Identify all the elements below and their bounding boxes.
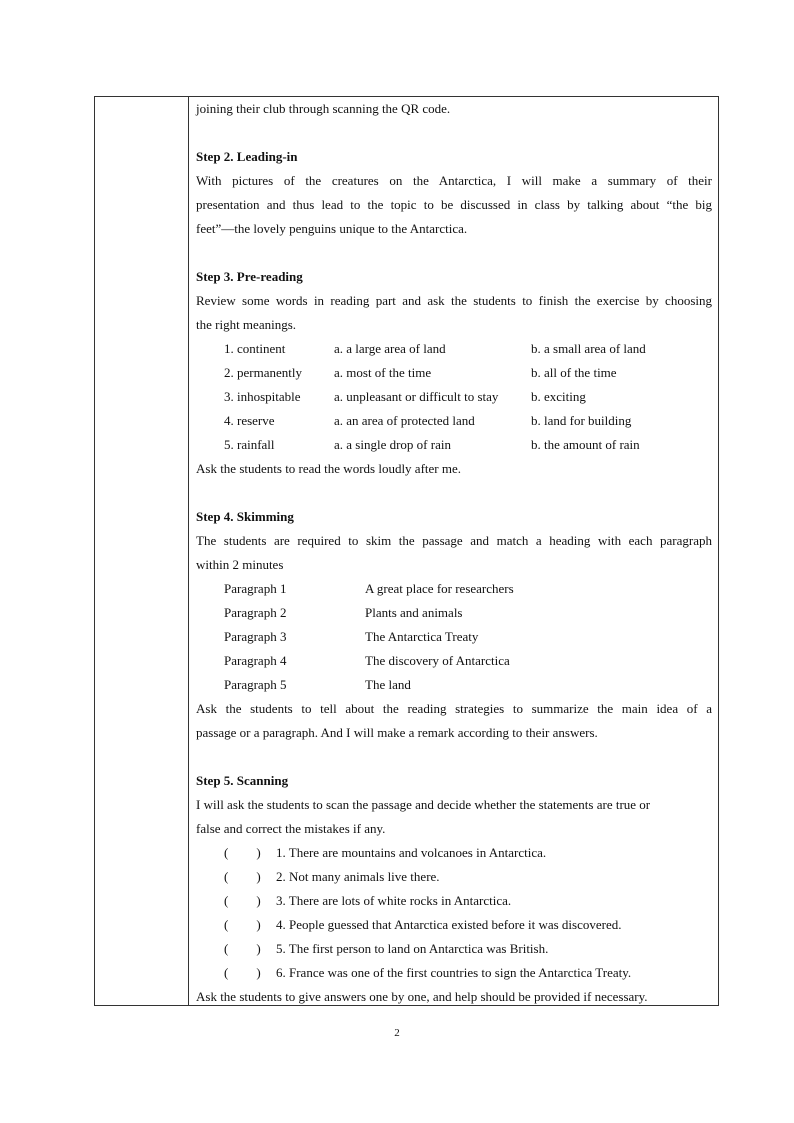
statement-text: 1. There are mountains and volcanoes in Antarctica. — [276, 845, 547, 860]
close-paren: ) — [256, 869, 261, 884]
statement-text: 4. People guessed that Antarctica existed before it was discovered. — [276, 917, 622, 932]
true-false-item — [196, 937, 712, 961]
left-column-cell — [95, 97, 189, 1005]
true-false-item — [196, 841, 712, 865]
vocab-word: 4. reserve — [224, 413, 275, 428]
paragraph-match-row — [196, 601, 712, 625]
close-paren: ) — [256, 845, 261, 860]
paragraph-label: Paragraph 2 — [224, 605, 287, 620]
vocab-word: 5. rainfall — [224, 437, 275, 452]
step4-after: Ask the students to tell about the reading strategies to summarize the main idea of a — [196, 701, 712, 716]
vocab-option-a: a. most of the time — [334, 365, 432, 380]
vocab-row — [196, 433, 712, 457]
page-number: 2 — [394, 1027, 400, 1039]
vocab-option-a: a. a single drop of rain — [334, 437, 451, 452]
true-false-item — [196, 889, 712, 913]
vocab-option-b: b. a small area of land — [531, 341, 646, 356]
open-paren: ( — [224, 893, 229, 908]
lesson-plan-table — [94, 96, 719, 1006]
vocab-option-b: b. land for building — [531, 413, 632, 428]
step5-line: false and correct the mistakes if any. — [196, 821, 386, 836]
step2-line: feet”—the lovely penguins unique to the Antarctica. — [196, 221, 468, 236]
vocab-row — [196, 409, 712, 433]
paragraph-heading: A great place for researchers — [365, 581, 514, 596]
paragraph-match-row — [196, 625, 712, 649]
true-false-item — [196, 865, 712, 889]
vocab-option-b: b. exciting — [531, 389, 586, 404]
step4-heading: Step 4. Skimming — [196, 509, 294, 524]
true-false-item — [196, 913, 712, 937]
statement-text: 2. Not many animals live there. — [276, 869, 440, 884]
paragraph-heading: Plants and animals — [365, 605, 463, 620]
vocab-word: 1. continent — [224, 341, 286, 356]
paragraph-label: Paragraph 5 — [224, 677, 287, 692]
vocab-row — [196, 385, 712, 409]
paragraph-label: Paragraph 1 — [224, 581, 287, 596]
vocab-option-a: a. an area of protected land — [334, 413, 475, 428]
step3-line: Review some words in reading part and ask the students to finish the exercise by choosing — [196, 293, 712, 308]
step2-line: presentation and thus lead to the topic to be discussed in class by talking about “the big — [196, 197, 712, 212]
vocab-row — [196, 337, 712, 361]
paragraph-match-row — [196, 673, 712, 697]
paragraph-label: Paragraph 4 — [224, 653, 287, 668]
statement-text: 3. There are lots of white rocks in Antarctica. — [276, 893, 512, 908]
open-paren: ( — [224, 941, 229, 956]
paragraph-match-row — [196, 577, 712, 601]
close-paren: ) — [256, 917, 261, 932]
step4-line: The students are required to skim the passage and match a heading with each paragraph — [196, 533, 712, 548]
paragraph-heading: The Antarctica Treaty — [365, 629, 479, 644]
vocab-word: 3. inhospitable — [224, 389, 301, 404]
paragraph-label: Paragraph 3 — [224, 629, 287, 644]
step5-after: Ask the students to give answers one by one, and help should be provided if necessary. — [196, 989, 648, 1004]
step4-line: within 2 minutes — [196, 557, 284, 572]
statement-text: 5. The first person to land on Antarctica was British. — [276, 941, 549, 956]
step2-line: With pictures of the creatures on the Antarctica, I will make a summary of their — [196, 173, 712, 188]
intro-line: joining their club through scanning the QR code. — [196, 101, 451, 116]
step3-line: the right meanings. — [196, 317, 297, 332]
vocab-option-b: b. the amount of rain — [531, 437, 640, 452]
procedure-content — [196, 97, 712, 1009]
vocab-word: 2. permanently — [224, 365, 302, 380]
open-paren: ( — [224, 917, 229, 932]
step5-line: I will ask the students to scan the passage and decide whether the statements are true or — [196, 797, 651, 812]
vocab-option-a: a. a large area of land — [334, 341, 446, 356]
step3-heading: Step 3. Pre-reading — [196, 269, 303, 284]
vocab-option-b: b. all of the time — [531, 365, 617, 380]
open-paren: ( — [224, 869, 229, 884]
close-paren: ) — [256, 941, 261, 956]
paragraph-heading: The discovery of Antarctica — [365, 653, 510, 668]
statement-text: 6. France was one of the first countries to sign the Antarctica Treaty. — [276, 965, 632, 980]
step5-heading: Step 5. Scanning — [196, 773, 289, 788]
open-paren: ( — [224, 965, 229, 980]
true-false-item — [196, 961, 712, 985]
paragraph-match-row — [196, 649, 712, 673]
open-paren: ( — [224, 845, 229, 860]
step2-heading: Step 2. Leading-in — [196, 149, 298, 164]
step3-after: Ask the students to read the words loudly after me. — [196, 461, 461, 476]
step4-after: passage or a paragraph. And I will make a remark according to their answers. — [196, 725, 598, 740]
paragraph-heading: The land — [365, 677, 411, 692]
close-paren: ) — [256, 965, 261, 980]
close-paren: ) — [256, 893, 261, 908]
vocab-option-a: a. unpleasant or difficult to stay — [334, 389, 499, 404]
vocab-row — [196, 361, 712, 385]
